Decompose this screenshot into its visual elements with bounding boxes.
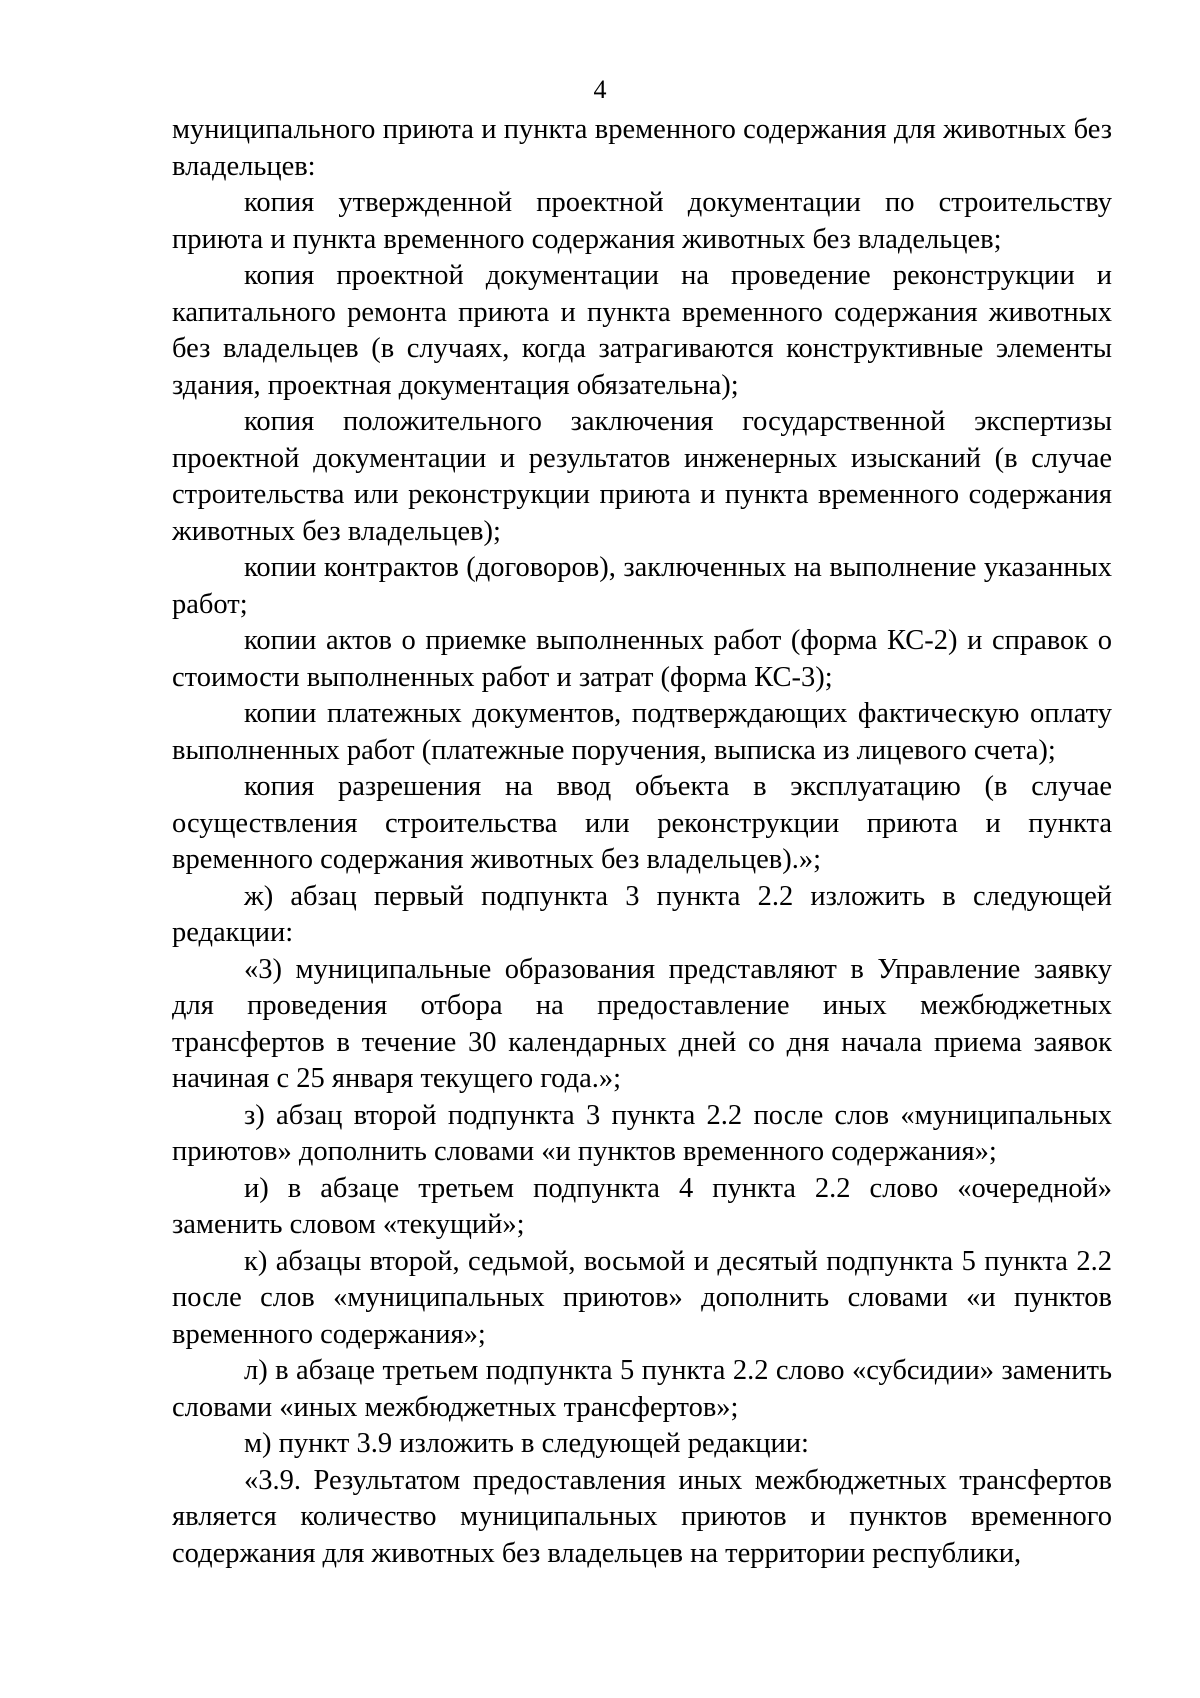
paragraph: «3.9. Результатом предоставления иных межбюджетных трансфертов является количество муниципальных приютов и пунктов временного содержания для животных без владельцев на территории республики, bbox=[172, 1464, 1112, 1569]
paragraph: копия проектной документации на проведение реконструкции и капитального ремонта приюта и пункта временного содержания животных без владельцев (в случаях, когда затрагиваются конструктивные элементы здания, проектная документация обязательна); bbox=[172, 260, 1112, 401]
paragraph: копия разрешения на ввод объекта в эксплуатацию (в случае осуществления строительства или реконструкции приюта и пункта временного содержания животных без владельцев).»; bbox=[172, 771, 1112, 875]
paragraph: копии платежных документов, подтверждающих фактическую оплату выполненных работ (платежные поручения, выписка из лицевого счета); bbox=[172, 698, 1112, 766]
paragraph: «3) муниципальные образования представляют в Управление заявку для проведения отбора на предоставление иных межбюджетных трансфертов в течение 30 календарных дней со дня начала приема заявок начиная с 25 января текущего года.»; bbox=[172, 953, 1112, 1094]
paragraph: ж) абзац первый подпункта 3 пункта 2.2 изложить в следующей редакции: bbox=[172, 880, 1112, 948]
paragraph: копии актов о приемке выполненных работ (форма КС-2) и справок о стоимости выполненных работ и затрат (форма КС-3); bbox=[172, 625, 1112, 693]
paragraph: з) абзац второй подпункта 3 пункта 2.2 после слов «муниципальных приютов» дополнить словами «и пунктов временного содержания»; bbox=[172, 1099, 1112, 1167]
paragraph: к) абзацы второй, седьмой, восьмой и десятый подпункта 5 пункта 2.2 после слов «муниципальных приютов» дополнить словами «и пунктов временного содержания»; bbox=[172, 1245, 1112, 1350]
paragraph: муниципального приюта и пункта временного содержания для животных без владельцев: bbox=[172, 114, 1112, 182]
paragraph: л) в абзаце третьем подпункта 5 пункта 2.2 слово «субсидии» заменить словами «иных межбюджетных трансфертов»; bbox=[172, 1355, 1112, 1423]
paragraph: копии контрактов (договоров), заключенных на выполнение указанных работ; bbox=[172, 552, 1112, 620]
page-number: 4 bbox=[593, 75, 607, 104]
paragraph: копия утвержденной проектной документации по строительству приюта и пункта временного содержания животных без владельцев; bbox=[172, 187, 1112, 255]
document-body bbox=[172, 112, 1112, 1572]
paragraph: и) в абзаце третьем подпункта 4 пункта 2.2 слово «очередной» заменить словом «текущий»; bbox=[172, 1172, 1112, 1240]
paragraph: копия положительного заключения государственной экспертизы проектной документации и результатов инженерных изысканий (в случае строительства или реконструкции приюта и пункта временного содержания животных без владельцев); bbox=[172, 406, 1112, 547]
paragraph: м) пункт 3.9 изложить в следующей редакции: bbox=[244, 1428, 809, 1459]
